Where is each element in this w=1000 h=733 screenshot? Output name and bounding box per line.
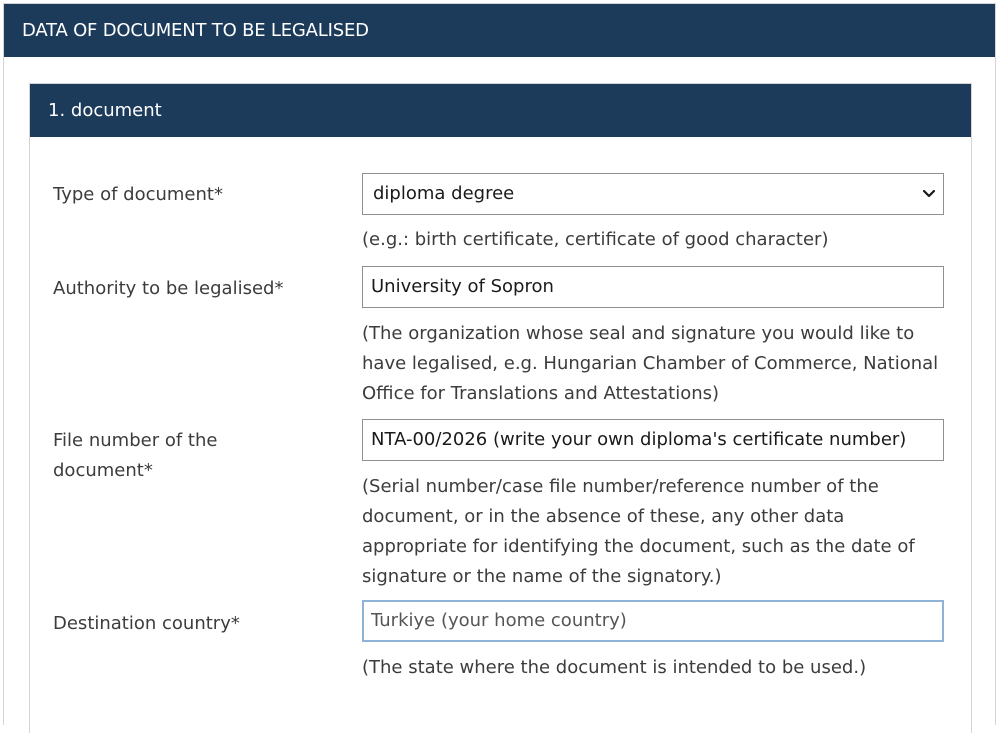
file-number-label: File number of the document* bbox=[53, 430, 218, 481]
type-of-document-value: diploma degree bbox=[373, 183, 515, 204]
file-number-input[interactable]: NTA-00/2026 (write your own diploma's certificate number) bbox=[362, 419, 944, 461]
file-number-hint: (Serial number/case file number/reference number of the document, or in the absence of these, any other data appropriate for identifying the document, such as the date of signature or the name of the signatory.) bbox=[362, 476, 915, 587]
authority-label: Authority to be legalised* bbox=[53, 278, 284, 299]
authority-input[interactable]: University of Sopron bbox=[362, 266, 944, 308]
chevron-down-icon bbox=[921, 174, 937, 214]
type-of-document-select[interactable] bbox=[362, 173, 944, 215]
type-of-document-hint: (e.g.: birth certificate, certificate of good character) bbox=[362, 229, 829, 250]
destination-country-label: Destination country* bbox=[53, 613, 240, 634]
type-of-document-label: Type of document* bbox=[53, 184, 223, 205]
destination-country-hint: (The state where the document is intended to be used.) bbox=[362, 657, 867, 678]
destination-country-input[interactable]: Turkiye (your home country) bbox=[362, 600, 944, 642]
subsection-header: 1. document bbox=[30, 84, 971, 137]
section-header: DATA OF DOCUMENT TO BE LEGALISED bbox=[4, 4, 995, 57]
authority-hint: (The organization whose seal and signature you would like to have legalised, e.g. Hungarian Chamber of Commerce, National Office for Translations and Attestations) bbox=[362, 323, 939, 404]
